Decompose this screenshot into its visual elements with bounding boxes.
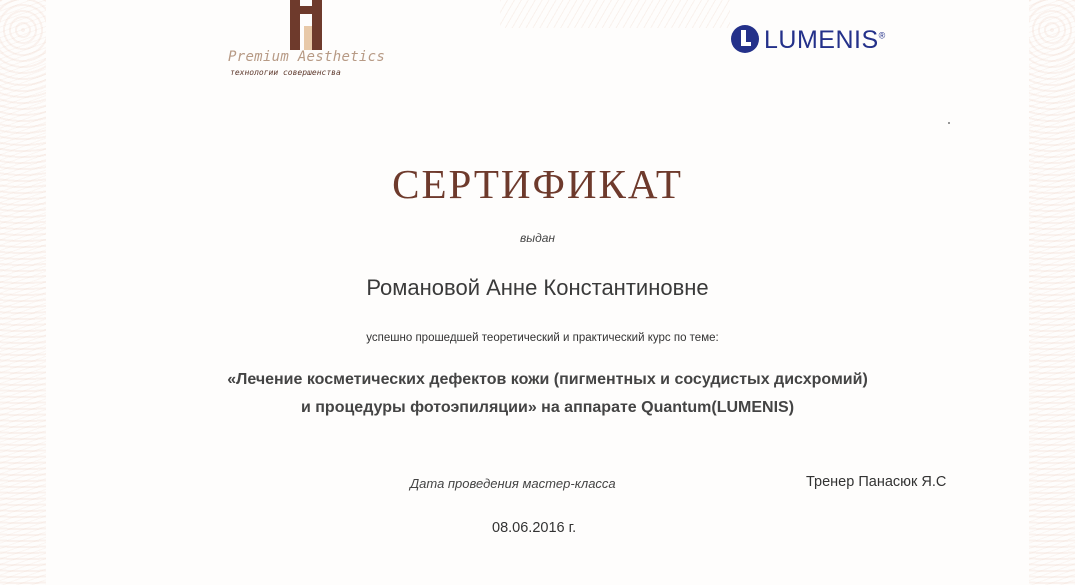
issued-label: выдан <box>519 231 555 245</box>
premium-aesthetics-logo <box>226 0 388 86</box>
lumenis-logo <box>730 22 920 56</box>
trainer-name: Тренер Панасюк Я.С <box>806 474 947 490</box>
date-label: Дата проведения мастер-класса <box>410 476 616 491</box>
lumenis-l-circle-icon <box>730 24 760 54</box>
speck <box>948 122 950 124</box>
date-value: 08.06.2016 г. <box>492 520 577 536</box>
certificate-title: СЕРТИФИКАТ <box>392 161 683 207</box>
recipient-name: Романовой Анне Константиновне <box>366 275 709 300</box>
decorative-guilloche <box>500 0 730 28</box>
pa-emblem-icon <box>284 0 328 52</box>
course-topic-line-1: «Лечение косметических дефектов кожи (пигментных и сосудистых дисхромий) <box>227 371 868 388</box>
lumenis-wordmark: LUMENIS® <box>764 26 886 54</box>
premium-aesthetics-name: Premium Aesthetics <box>228 49 386 65</box>
premium-aesthetics-tagline: технологии совершенства <box>230 68 341 77</box>
course-topic-line-2: и процедуры фотоэпиляции» на аппарате Quantum(LUMENIS) <box>300 399 795 416</box>
course-intro-text: успешно прошедшей теоретический и практический курс по теме: <box>366 332 719 344</box>
